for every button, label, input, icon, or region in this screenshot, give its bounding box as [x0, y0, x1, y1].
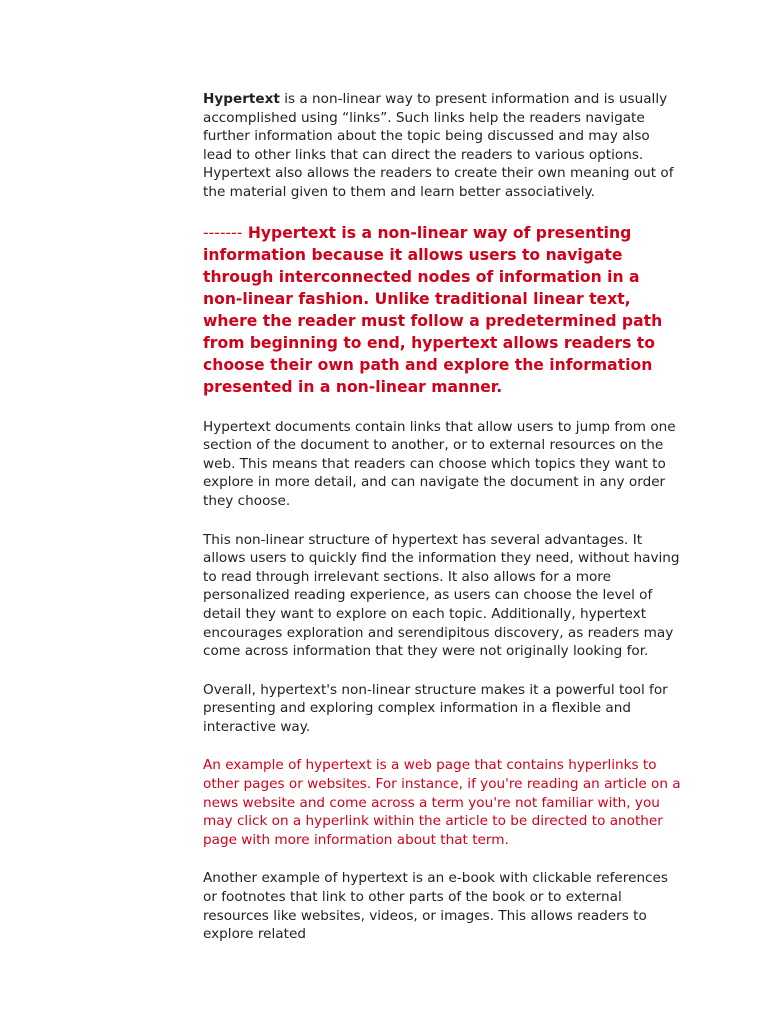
ebook-example-paragraph: Another example of hypertext is an e-book with clickable references or footnotes that link to other parts of the book or to external resources like websites, videos, or images. This allows readers to explore related	[203, 870, 668, 943]
dash-prefix: -------	[203, 223, 243, 242]
hypertext-term: Hypertext	[203, 91, 280, 107]
links-paragraph: Hypertext documents contain links that allow users to jump from one section of the document to another, or to external resources on the web. This means that readers can choose which topics they want to explore in more detail, and can navigate the document in any order they choose.	[203, 418, 676, 509]
web-page-example-paragraph: An example of hypertext is a web page that contains hyperlinks to other pages or websites. For instance, if you're reading an article on a news website and come across a term you're not familiar with, you may click on a hyperlink within the article to be directed to another page with more information about that term.	[203, 757, 681, 848]
intro-paragraph	[203, 90, 681, 202]
highlighted-definition-paragraph	[203, 222, 681, 398]
intro-paragraph-text: is a non-linear way to present information and is usually accomplished using “links”. Such links help the readers navigate further information about the topic being discussed and may also lead to other links that can direct the readers to various options. Hypertext also allows the readers to create their own meaning out of the material given to them and learn better associatively.	[203, 91, 674, 200]
overall-paragraph: Overall, hypertext's non-linear structure makes it a powerful tool for presenting and exploring complex information in a flexible and interactive way.	[203, 681, 668, 735]
document-page	[203, 90, 681, 944]
highlighted-definition-text: Hypertext is a non-linear way of presenting information because it allows users to navigate through interconnected nodes of information in a non-linear fashion. Unlike traditional linear text, where the reader must follow a predetermined path from beginning to end, hypertext allows readers to choose their own path and explore the information presented in a non-linear manner.	[203, 223, 663, 396]
advantages-paragraph: This non-linear structure of hypertext has several advantages. It allows users to quickly find the information they need, without having to read through irrelevant sections. It also allows for a more personalized reading experience, as users can choose the level of detail they want to explore on each topic. Additionally, hypertext encourages exploration and serendipitous discovery, as readers may come across information that they were not originally looking for.	[203, 531, 680, 660]
